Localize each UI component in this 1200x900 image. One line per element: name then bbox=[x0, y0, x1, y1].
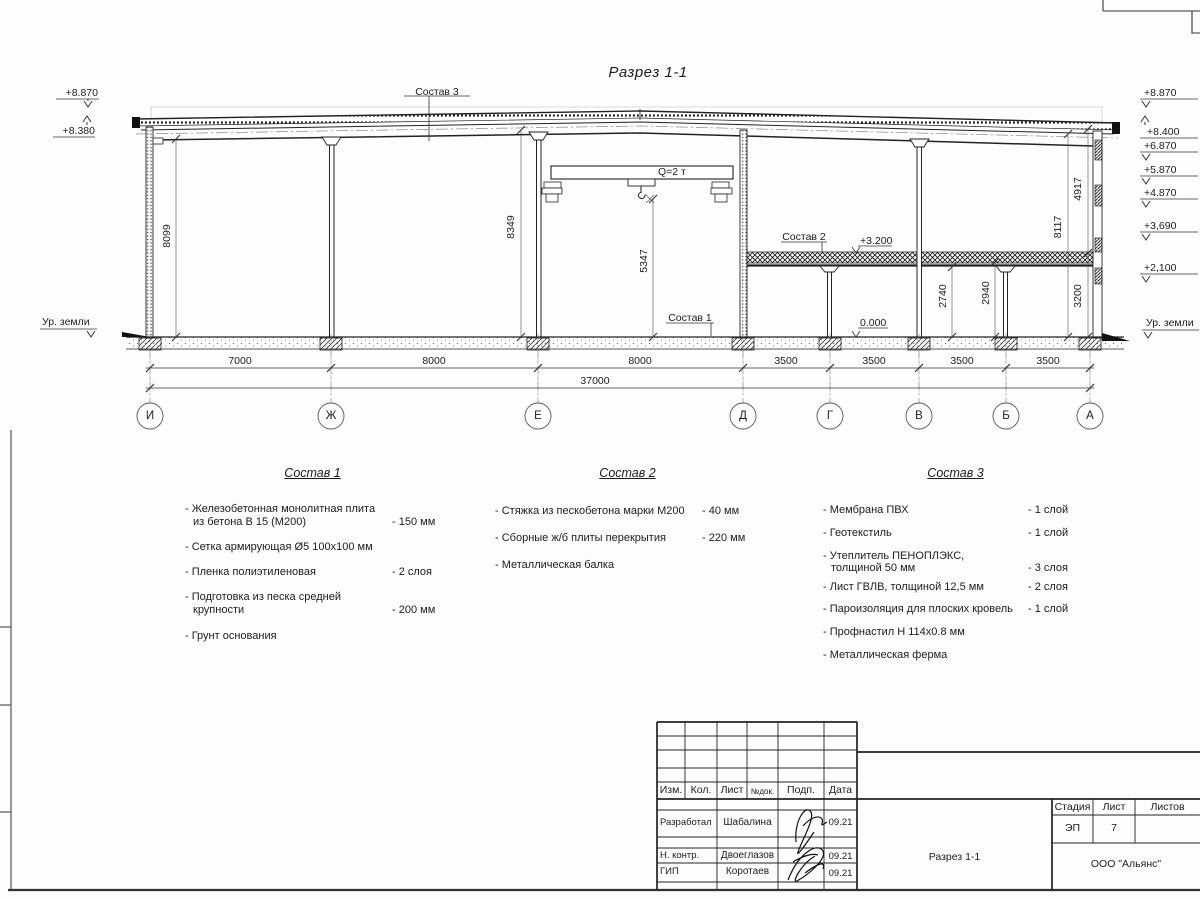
revision-header: Подп. bbox=[787, 784, 815, 796]
composition-value: - 1 слой bbox=[1028, 504, 1069, 516]
dim-3500-3: 3500 bbox=[950, 355, 974, 367]
wall-window-panel bbox=[1095, 185, 1102, 206]
elevation-left-8870: +8.870 bbox=[65, 87, 98, 99]
composition-item: - Металлическая ферма bbox=[823, 649, 948, 661]
revision-header: Кол. bbox=[690, 784, 712, 796]
elevation-right-5870: +5.870 bbox=[1144, 164, 1177, 176]
axis-bubble-label: В bbox=[915, 410, 923, 422]
dim-8117: 8117 bbox=[1052, 215, 1064, 239]
axis-bubble-label: Е bbox=[534, 410, 542, 422]
elevation-right-4870: +4.870 bbox=[1144, 187, 1177, 199]
signer-role: Н. контр. bbox=[660, 850, 700, 861]
crane-capacity-label: Q=2 т bbox=[658, 166, 686, 178]
dim-3200: 3200 bbox=[1072, 284, 1084, 308]
wall-window-panel bbox=[1095, 268, 1102, 284]
column-capital bbox=[910, 139, 929, 147]
roof-assembly bbox=[132, 109, 1120, 146]
composition-item: - Сборные ж/б плиты перекрытия bbox=[495, 532, 666, 544]
column-capital bbox=[820, 266, 839, 272]
sheet-number: 7 bbox=[1111, 822, 1117, 834]
dim-8349: 8349 bbox=[505, 215, 517, 239]
composition-item: - Сетка армирующая Ø5 100х100 мм bbox=[185, 541, 373, 553]
ground-wedge-right bbox=[1102, 333, 1130, 341]
stage-value: ЭП bbox=[1064, 822, 1081, 834]
titleblock-doc-title: Разрез 1-1 bbox=[928, 851, 981, 863]
axis-bubble-label: А bbox=[1086, 410, 1094, 422]
axis-bubble-label: Д bbox=[739, 410, 747, 422]
leader-label-sostav1: Состав 1 bbox=[668, 312, 712, 324]
composition-item: - Пленка полиэтиленовая bbox=[185, 566, 316, 578]
dim-3500-4: 3500 bbox=[1036, 355, 1060, 367]
column-capital bbox=[322, 137, 341, 145]
wall-left-axis-i bbox=[146, 127, 153, 338]
leader-label-sostav3: Состав 3 bbox=[415, 86, 459, 98]
composition-item: - Подготовка из песка средней bbox=[185, 591, 341, 603]
composition-value: - 1 слой bbox=[1028, 603, 1069, 615]
sheets-header: Листов bbox=[1150, 801, 1185, 813]
elevation-right-6870: +6.870 bbox=[1144, 140, 1177, 152]
signer-role: Разработал bbox=[660, 817, 712, 828]
signature-date: 09.21 bbox=[828, 868, 853, 879]
level-label-3200: +3.200 bbox=[860, 235, 893, 247]
elevation-marks bbox=[40, 99, 1199, 338]
composition-item: - Стяжка из пескобетона марки М200 bbox=[495, 505, 685, 517]
signature bbox=[788, 810, 827, 881]
dim-8000-2: 8000 bbox=[628, 355, 652, 367]
axis-bubble-label: Г bbox=[826, 410, 834, 422]
columns bbox=[322, 132, 1015, 337]
column-capital bbox=[996, 266, 1015, 272]
composition-title: Состав 3 bbox=[927, 466, 984, 480]
composition-item: - Геотекстиль bbox=[823, 527, 892, 539]
composition-item: - Железобетонная монолитная плита bbox=[185, 503, 376, 515]
axis-bubble-label: И bbox=[145, 410, 155, 422]
signer-name: Коротаев bbox=[725, 866, 770, 877]
dim-3500-2: 3500 bbox=[862, 355, 886, 367]
company-name: ООО "Альянс" bbox=[1090, 858, 1162, 870]
composition-item: - Профнастил Н 114х0.8 мм bbox=[823, 626, 965, 638]
crane-trolley bbox=[628, 179, 655, 186]
wall-right-axis-a bbox=[1093, 131, 1102, 338]
dim-8099: 8099 bbox=[161, 224, 173, 248]
dim-8000: 8000 bbox=[422, 355, 446, 367]
dim-2940: 2940 bbox=[980, 281, 992, 305]
elevation-left-8380: +8.380 bbox=[62, 125, 95, 137]
composition-item: - Лист ГВЛВ, толщиной 12,5 мм bbox=[823, 581, 984, 593]
composition-item: - Грунт основания bbox=[185, 630, 277, 642]
composition-value: - 2 слоя bbox=[1028, 581, 1069, 593]
leader-label-sostav2: Состав 2 bbox=[782, 231, 826, 243]
elevation-right-3690: +3,690 bbox=[1144, 220, 1177, 232]
composition-value: - 2 слоя bbox=[392, 566, 433, 578]
eaves-plate-left bbox=[132, 117, 140, 128]
composition-value: - 1 слой bbox=[1028, 527, 1069, 539]
dim-2740: 2740 bbox=[937, 284, 949, 308]
composition-value: - 3 слоя bbox=[1028, 562, 1069, 574]
column-axis-e bbox=[537, 140, 542, 337]
dim-7000: 7000 bbox=[228, 355, 252, 367]
revision-header: №док. bbox=[750, 787, 775, 796]
dim-3500: 3500 bbox=[774, 355, 798, 367]
composition-item: из бетона В 15 (М200) bbox=[193, 516, 306, 528]
column-axis-zh bbox=[330, 145, 335, 337]
dim-5347: 5347 bbox=[638, 249, 650, 273]
composition-item: толщиной 50 мм bbox=[831, 562, 916, 574]
drawing-title: Разрез 1-1 bbox=[608, 64, 688, 81]
elevation-right-2100: +2,100 bbox=[1144, 262, 1177, 274]
composition-value: - 220 мм bbox=[702, 532, 746, 544]
signature-date: 09.21 bbox=[828, 851, 853, 862]
wall-corbel bbox=[153, 138, 163, 144]
dim-total-37000: 37000 bbox=[580, 375, 610, 387]
composition-item: - Металлическая балка bbox=[495, 559, 615, 571]
composition-value: - 150 мм bbox=[392, 516, 436, 528]
signature-date: 09.21 bbox=[828, 817, 853, 828]
wall-middle-axis-d bbox=[740, 130, 747, 338]
level-label-0000: 0.000 bbox=[860, 317, 887, 329]
ground-level-label-left: Ур. земли bbox=[42, 316, 90, 328]
floor-slab bbox=[122, 332, 1130, 349]
wall-window-panel bbox=[1095, 140, 1102, 160]
revision-header: Дата bbox=[828, 784, 853, 796]
axis-bubble-label: Б bbox=[1002, 410, 1010, 422]
composition-item: - Мембрана ПВХ bbox=[823, 504, 909, 516]
composition-item: - Утеплитель ПЕНОПЛЭКС, bbox=[823, 550, 965, 562]
axis-bubble-label: Ж bbox=[325, 410, 337, 422]
composition-title: Состав 1 bbox=[284, 466, 341, 480]
revision-header: Изм. bbox=[659, 784, 683, 796]
composition-title: Состав 2 bbox=[599, 466, 656, 480]
column-axis-v bbox=[917, 147, 922, 337]
signer-role: ГИП bbox=[660, 866, 679, 877]
signer-name: Двоеглазов bbox=[720, 850, 775, 861]
elevation-right-8870: +8.870 bbox=[1144, 87, 1177, 99]
composition-item: - Пароизоляция для плоских кровель bbox=[823, 603, 1013, 615]
composition-value: - 40 мм bbox=[702, 505, 740, 517]
leader-lines bbox=[404, 96, 892, 337]
stage-header: Стадия bbox=[1054, 801, 1091, 813]
composition-item: крупности bbox=[193, 604, 245, 616]
column-capital bbox=[529, 132, 548, 140]
column-axis-g bbox=[828, 272, 832, 337]
revision-header: Лист bbox=[720, 784, 744, 796]
crane-hook bbox=[638, 192, 645, 199]
vertical-dimension-lines bbox=[172, 125, 1092, 341]
dim-4917: 4917 bbox=[1072, 177, 1084, 201]
wall-window-panel bbox=[1095, 238, 1102, 252]
sheet-header: Лист bbox=[1102, 801, 1126, 813]
composition-value: - 200 мм bbox=[392, 604, 436, 616]
column-axis-b bbox=[1004, 272, 1008, 337]
elevation-right-8400: +8.400 bbox=[1147, 126, 1180, 138]
signer-name: Шабалина bbox=[723, 817, 772, 828]
eaves-plate-right bbox=[1112, 122, 1120, 134]
ground-level-label-right: Ур. земли bbox=[1146, 317, 1194, 329]
